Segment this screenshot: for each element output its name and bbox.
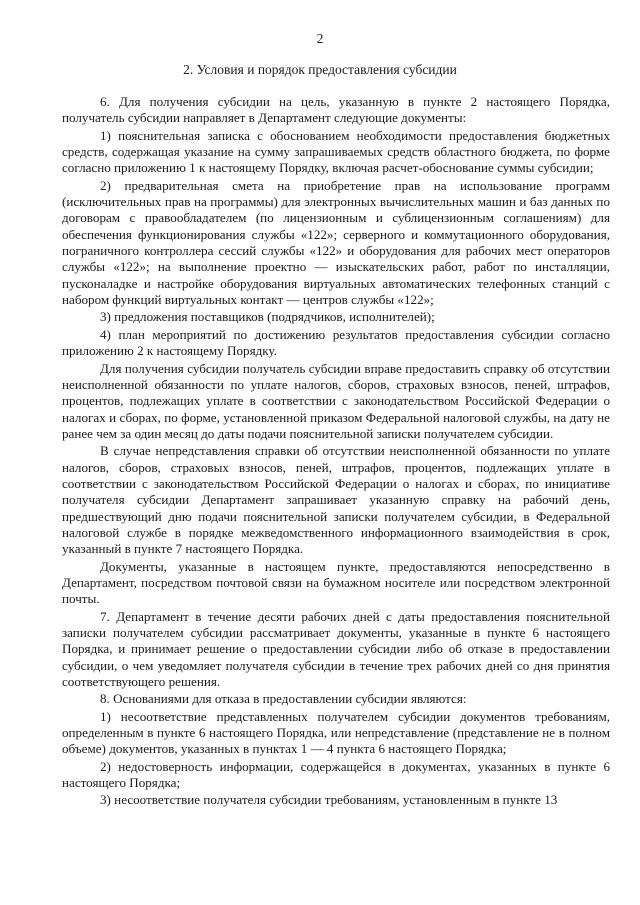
list-item-action-plan: 4) план мероприятий по достижению результатов предоставления субсидии согласно приложению 2 к настоящему Порядку. xyxy=(62,326,610,359)
section-title: 2. Условия и порядок предоставления субсидии xyxy=(183,62,457,77)
document-body xyxy=(62,94,610,809)
page-number: 2 xyxy=(316,31,324,46)
paragraph-7-review: 7. Департамент в течение десяти рабочих дней с даты предоставления пояснительной записки получателем субсидии рассматривает документы, указанные в пункте 6 настоящего Порядка, и принимает решение о предоставлении субсидии либо об отказе в предоставлении субсидии, о чем уведомляет получателя субсидии в течение трех рабочих дней со дня принятия соответствующего решения. xyxy=(62,608,610,690)
paragraph-8-refusal-grounds: 8. Основаниями для отказа в предоставлении субсидии являются: xyxy=(100,691,467,707)
paragraph-tax-certificate: Для получения субсидии получатель субсидии вправе предоставить справку об отсутствии неисполненной обязанности по уплате налогов, сборов, страховых взносов, пеней, штрафов, процентов, подлежащих уплате в соответствии с законодательством Российской Федерации о налогах и сборах, по форме, установленной приказом Федеральной налоговой службы, на дату не ранее чем за один месяц до даты подачи пояснительной записки получателем субсидии. xyxy=(62,360,610,441)
list-item-refusal-1: 1) несоответствие представленных получателем субсидии документов требованиям, определенным в пункте 6 настоящего Порядка, или непредставление (представление не в полном объеме) документов, указанных в пунктах 1 — 4 пункта 6 настоящего Порядка; xyxy=(62,708,610,757)
paragraph-non-submission: В случае непредставления справки об отсутствии неисполненной обязанности по уплате налогов, сборов, страховых взносов, пеней, штрафов, процентов, подлежащих уплате в соответствии с законодательством Российской Федерации о налогах и сборах, по инициативе получателя субсидии Департамент запрашивает указанную справку на рабочий день, предшествующий дню подачи пояснительной записки получателем субсидии, в Федеральной налоговой службе в порядке межведомственного информационного взаимодействия в срок, указанный в пункте 7 настоящего Порядка. xyxy=(62,443,610,557)
paragraph-6-intro: 6. Для получения субсидии на цель, указанную в пункте 2 настоящего Порядка, получатель субсидии направляет в Департамент следующие документы: xyxy=(62,94,610,126)
list-item-explanatory-note: 1) пояснительная записка с обоснованием необходимости предоставления бюджетных средств, содержащая указание на сумму запрашиваемых средств областного бюджета, по форме согласно приложению 1 к настоящему Порядку, включая расчет-обоснование суммы субсидии; xyxy=(62,127,610,176)
list-item-supplier-offers: 3) предложения поставщиков (подрядчиков, исполнителей); xyxy=(100,309,435,325)
list-item-refusal-3: 3) несоответствие получателя субсидии требованиям, установленным в пункте 13 xyxy=(100,792,558,808)
list-item-preliminary-estimate: 2) предварительная смета на приобретение прав на использование программ (исключительных прав на программы) для электронных вычислительных машин и баз данных по договорам с правообладателем (по лицензионным и сублицензионным соглашениям) для обеспечения функционирования службы «122»; серверного и коммутационного оборудования, пограничного контроллера сессий службы «122» и оборудования для рабочих мест операторов службы «122»; на выполнение проектно — изыскательских работ, работ по инсталляции, пусконаладке и настройке оборудования виртуальных автоматических телефонных станций с набором функций виртуальных контакт — центров службы «122»; xyxy=(62,177,610,308)
paragraph-document-delivery: Документы, указанные в настоящем пункте, предоставляются непосредственно в Департамент, посредством почтовой связи на бумажном носителе или посредством электронной почты. xyxy=(62,558,610,607)
list-item-refusal-2: 2) недостоверность информации, содержащейся в документах, указанных в пункте 6 настоящего Порядка; xyxy=(62,758,610,791)
